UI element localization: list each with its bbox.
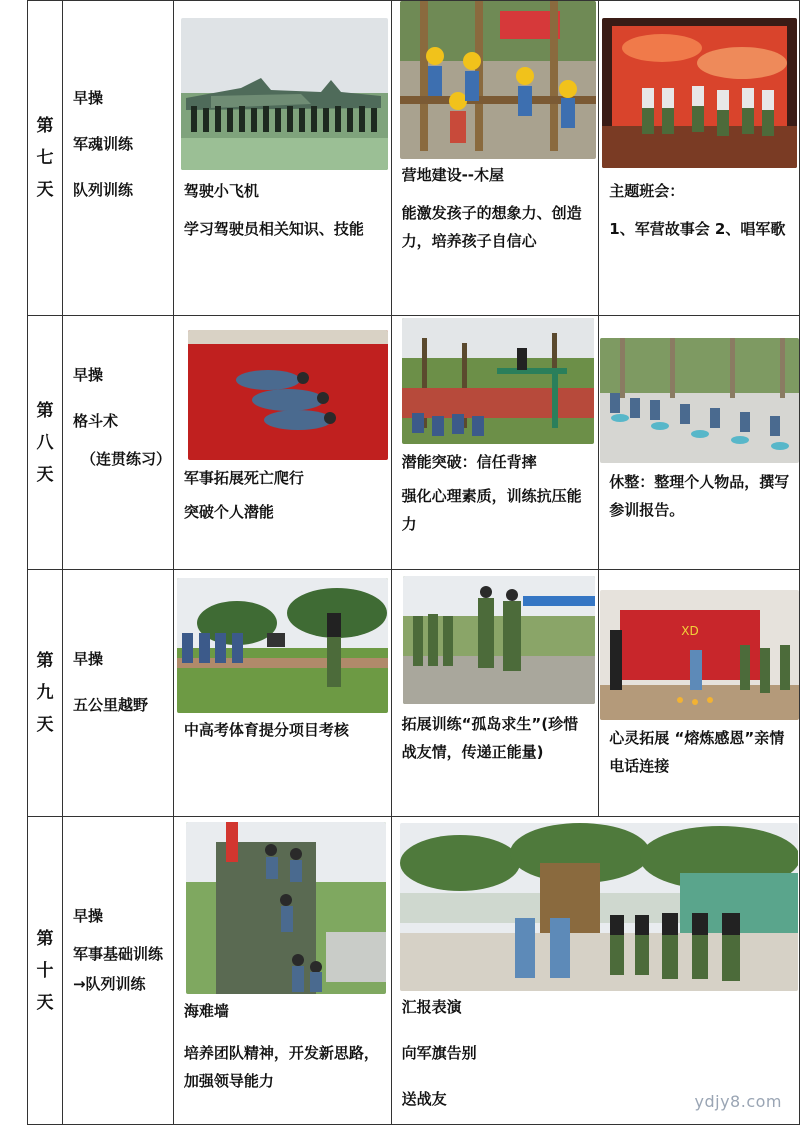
activity-cell (173, 1, 391, 316)
cell-description: 向军旗告别 (401, 1044, 477, 1062)
cell-caption: 营地建设--木屋 (401, 166, 505, 184)
activity: 早操 (72, 650, 103, 668)
day-char: 九 (36, 683, 54, 703)
cell-text (184, 997, 383, 1095)
cell-description: 学习驾驶员相关知识、技能 (183, 220, 364, 238)
day-char: 天 (36, 715, 54, 735)
activity-cell (173, 316, 391, 570)
day-char: 天 (36, 992, 54, 1013)
cell-caption: 心灵拓展 “熔炼感恩”亲情电话连接 (609, 729, 785, 775)
cell-text (402, 161, 591, 255)
activity-cell (599, 1, 800, 316)
activity-cell (391, 817, 799, 1125)
schedule-table (27, 0, 800, 1125)
morning-activities (62, 1, 173, 316)
cell-caption: 驾驶小飞机 (183, 182, 259, 200)
photo-long-jump-test (177, 578, 388, 713)
day-char: 天 (36, 180, 54, 200)
cell-text (184, 716, 383, 744)
activity-cell (173, 570, 391, 817)
cell-text (609, 724, 791, 780)
photo-crawling-on-red-mat (188, 330, 388, 460)
cell-caption: 主题班会： (609, 182, 685, 200)
cell-description: 能激发孩子的想象力、创造力，培养孩子自信心 (401, 204, 582, 250)
day-char: 第 (36, 928, 54, 949)
activity-cell (391, 316, 599, 570)
row-day-9 (28, 570, 800, 817)
day-char: 天 (36, 464, 54, 485)
cell-caption: 休整：整理个人物品，撰写参训报告。 (609, 473, 790, 519)
activity-cell (599, 570, 800, 817)
photo-gratitude-hall (600, 590, 799, 720)
activity: 五公里越野 (72, 696, 148, 714)
day-char: 第 (36, 651, 54, 671)
day-char: 十 (36, 960, 54, 981)
photo-trust-fall-platform (402, 318, 594, 444)
cell-description: 培养团队精神，开发新思路，加强领导能力 (183, 1044, 379, 1090)
activity-cell (391, 570, 599, 817)
cell-caption: 汇报表演 (401, 998, 462, 1016)
day-label (28, 817, 63, 1125)
row-day-10 (28, 817, 800, 1125)
cell-description: 1、军营故事会 2、唱军歌 (609, 220, 786, 238)
cell-text (184, 464, 383, 526)
activity-cell (173, 817, 391, 1125)
morning-activities (62, 570, 173, 817)
cell-description: 送战友 (401, 1090, 447, 1108)
cell-caption: 潜能突破：信任背摔 (401, 453, 537, 471)
cell-text (402, 448, 591, 538)
day-char: 第 (36, 116, 54, 136)
day-char: 七 (36, 148, 54, 168)
activity: 格斗术 (72, 412, 118, 430)
photo-jets-and-campers (181, 18, 388, 170)
cell-caption: 军事拓展死亡爬行 (183, 469, 304, 487)
activity: （连贯练习） (80, 450, 171, 468)
cell-text (609, 468, 791, 524)
photo-stage-performance (602, 18, 797, 168)
day-label (28, 570, 63, 817)
activity: 早操 (72, 89, 103, 107)
cell-description: 强化心理素质，训练抗压能力 (401, 487, 582, 533)
day-char: 第 (36, 400, 54, 421)
activity: 队列训练 (72, 181, 133, 199)
photo-laundry-rest (600, 338, 799, 463)
row-day-8 (28, 316, 800, 570)
day-char: 八 (36, 432, 54, 453)
activity-cell (599, 316, 800, 570)
cell-caption: 拓展训练“孤岛求生”(珍惜战友情，传递正能量) (401, 715, 579, 761)
row-day-7 (28, 1, 800, 316)
cell-caption: 中高考体育提分项目考核 (183, 721, 349, 739)
day-label (28, 1, 63, 316)
activity: 军魂训练 (72, 135, 133, 153)
photo-wood-cabin-building (400, 1, 596, 159)
photo-island-survival (403, 576, 595, 704)
watermark: ydjy8.com (694, 1092, 782, 1111)
activity: 军事基础训练→队列训练 (72, 945, 163, 993)
photo-salute-farewell (400, 823, 798, 991)
activity: 早操 (72, 907, 103, 925)
morning-activities (62, 316, 173, 570)
photo-wall-climb (186, 822, 386, 994)
cell-text (402, 710, 591, 766)
day-label (28, 316, 63, 570)
svg-text:XD: XD (681, 624, 699, 638)
cell-description: 突破个人潜能 (183, 503, 274, 521)
cell-text (609, 177, 791, 243)
activity-cell (391, 1, 599, 316)
activity: 早操 (72, 366, 103, 384)
cell-text (184, 177, 383, 243)
cell-caption: 海难墙 (183, 1002, 229, 1020)
morning-activities (62, 817, 173, 1125)
